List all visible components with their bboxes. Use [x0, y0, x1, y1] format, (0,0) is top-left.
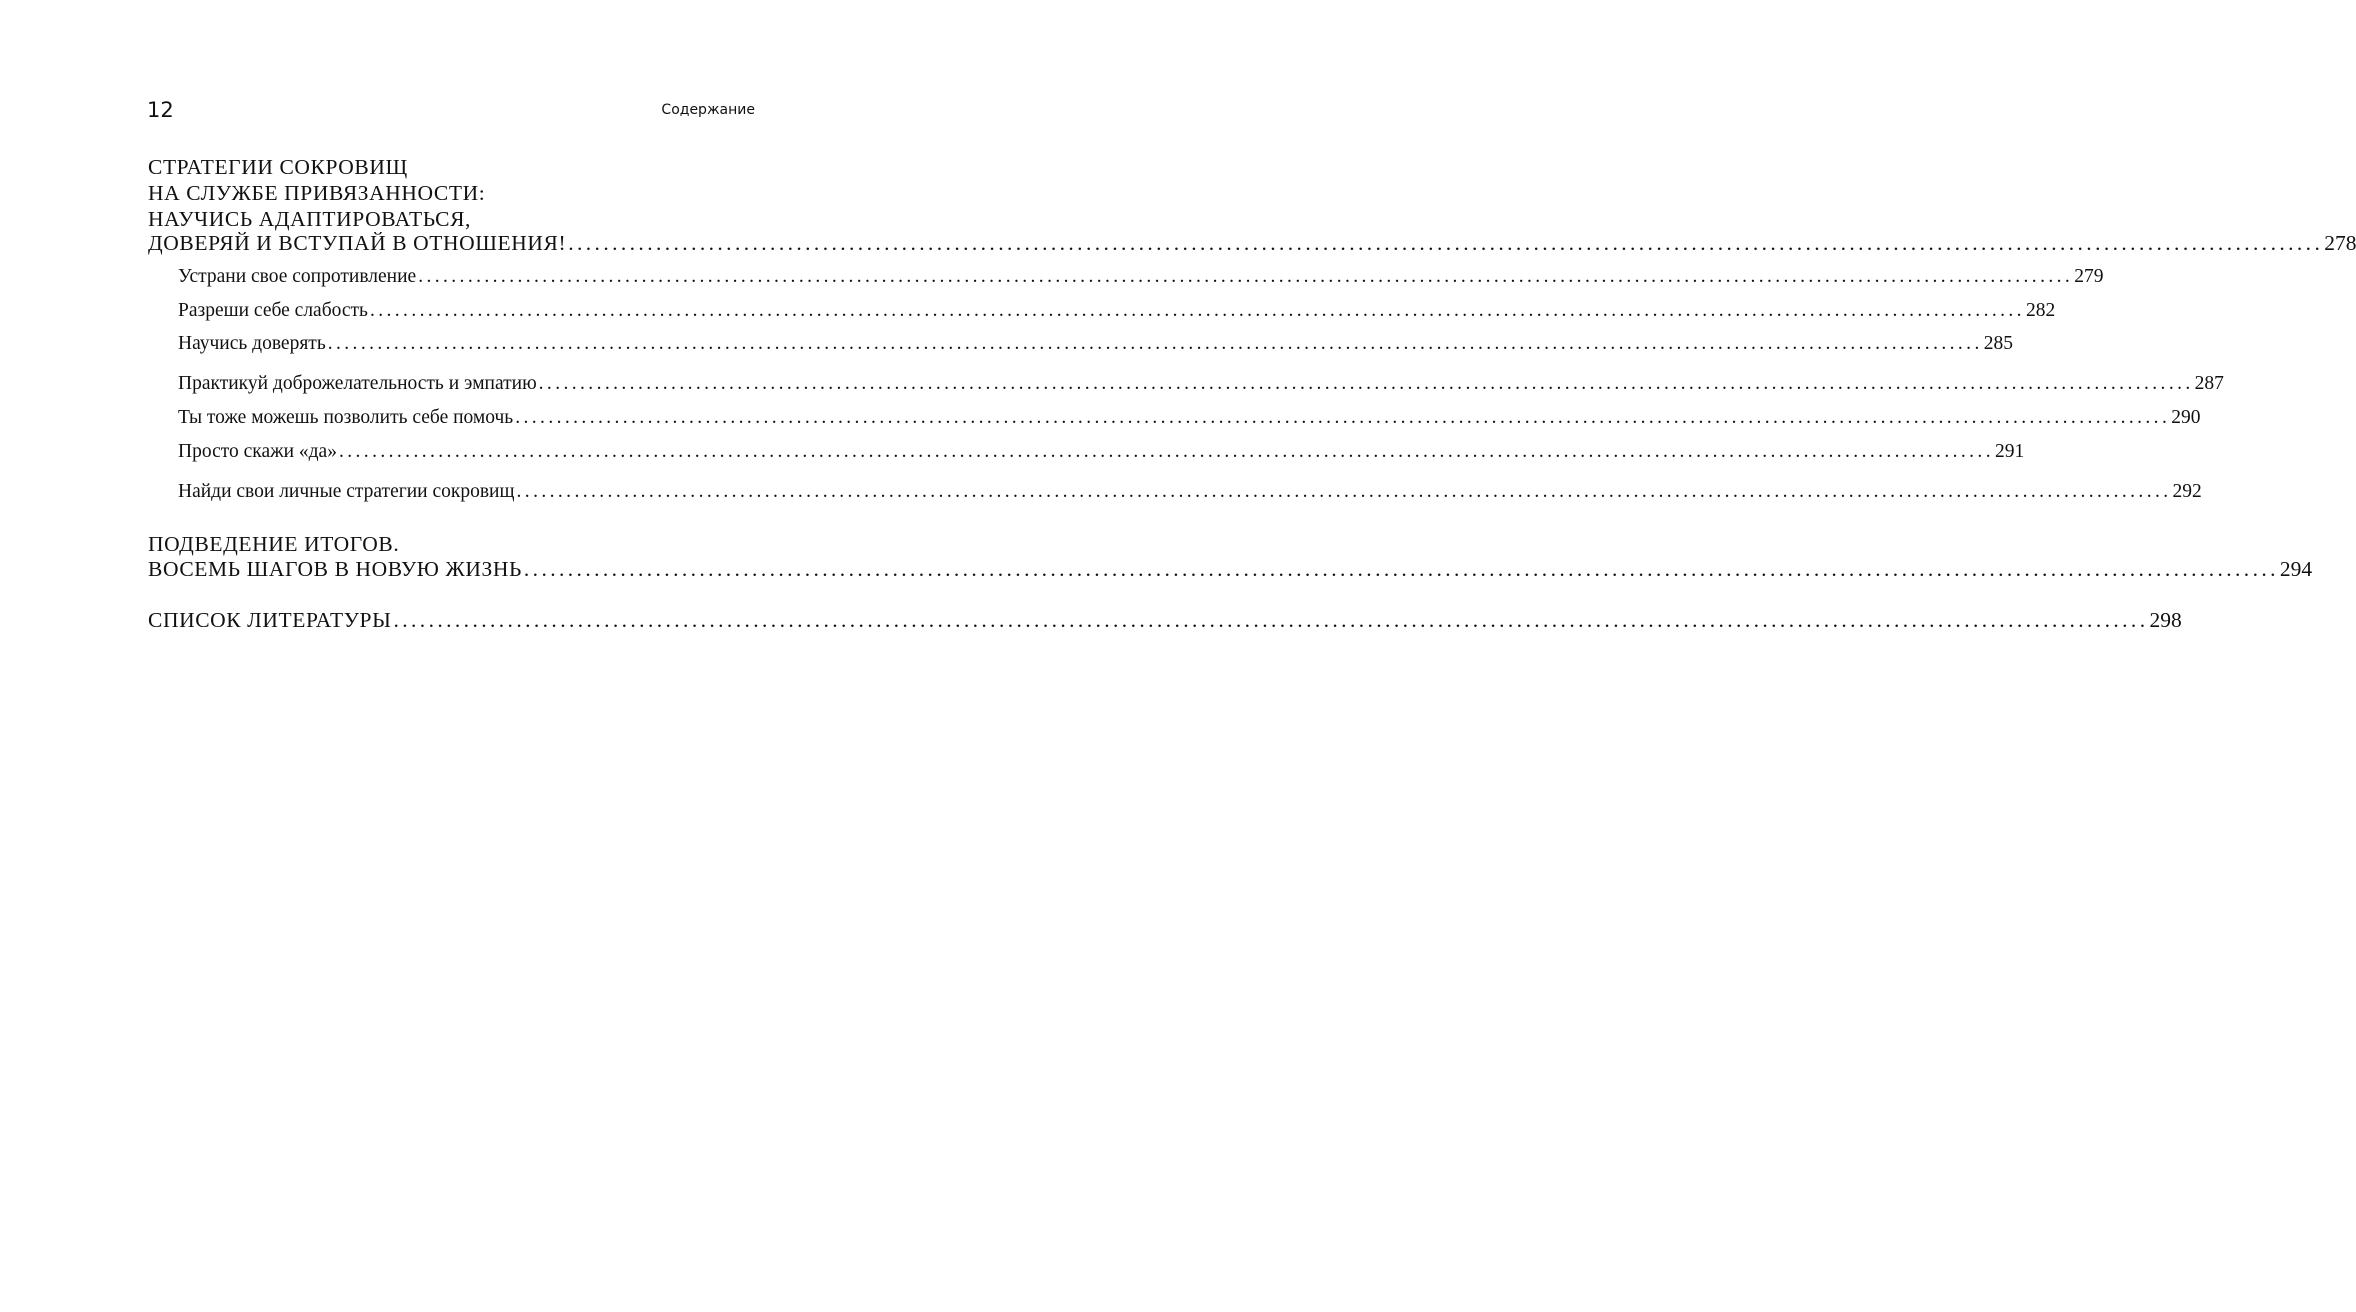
toc-entry-section[interactable] [148, 230, 2356, 256]
section-title-line: НАУЧИСЬ АДАПТИРОВАТЬСЯ, [148, 207, 472, 231]
toc-entry[interactable] [178, 265, 2104, 289]
section-title: ДОВЕРЯЙ И ВСТУПАЙ В ОТНОШЕНИЯ! [148, 231, 567, 255]
dot-leader: ........................................................................................................................................................................................................ [516, 481, 2172, 502]
section-title-line: СТРАТЕГИИ СОКРОВИЩ [148, 155, 408, 179]
page-ref: 287 [2194, 373, 2224, 394]
toc-entry[interactable] [178, 406, 2201, 430]
running-title: Содержание [661, 102, 755, 118]
page-ref: 298 [2149, 608, 2182, 632]
entry-label: Научись доверять [178, 333, 326, 354]
section-title: ВОСЕМЬ ШАГОВ В НОВУЮ ЖИЗНЬ [148, 557, 522, 581]
page-ref: 292 [2172, 481, 2202, 502]
dot-leader: ........................................................................................................................................................................................................ [568, 231, 2324, 255]
toc-entry[interactable] [178, 332, 2013, 356]
toc-entry[interactable] [178, 440, 2025, 464]
page-ref: 291 [1994, 441, 2025, 462]
toc-entry-section[interactable] [148, 607, 2182, 633]
dot-leader: ........................................................................................................................................................................................................ [369, 300, 2025, 321]
entry-label: Практикуй доброжелательность и эмпатию [178, 373, 537, 394]
dot-leader: ........................................................................................................................................................................................................ [418, 266, 2074, 287]
page-ref: 279 [2074, 266, 2104, 287]
dot-leader: ........................................................................................................................................................................................................ [523, 557, 2279, 581]
dot-leader: ........................................................................................................................................................................................................ [538, 373, 2194, 394]
entry-label: Устрани свое сопротивление [178, 266, 417, 287]
dot-leader: ........................................................................................................................................................................................................ [338, 441, 1994, 462]
toc-entry[interactable] [178, 372, 2224, 396]
dot-leader: ........................................................................................................................................................................................................ [515, 407, 2171, 428]
entry-label: Ты тоже можешь позволить себе помочь [178, 407, 514, 428]
toc-entry[interactable] [178, 299, 2056, 323]
dot-leader: ........................................................................................................................................................................................................ [393, 608, 2149, 632]
entry-label: Просто скажи «да» [178, 441, 337, 462]
page-ref: 278 [2324, 231, 2356, 255]
page-ref: 294 [2279, 557, 2313, 581]
entry-label: Разреши себе слабость [178, 300, 368, 321]
page-ref: 285 [1983, 333, 2013, 354]
entry-label: Найди свои личные стратегии сокровищ [178, 481, 515, 502]
section-title: СПИСОК ЛИТЕРАТУРЫ [148, 608, 392, 632]
toc-entry[interactable] [178, 480, 2202, 504]
section-title-line: ПОДВЕДЕНИЕ ИТОГОВ. [148, 532, 400, 556]
page-ref: 282 [2025, 300, 2056, 321]
section-title-line: НА СЛУЖБЕ ПРИВЯЗАННОСТИ: [148, 181, 486, 205]
page-number: 12 [147, 98, 174, 122]
toc-entry-section[interactable] [148, 556, 2313, 582]
dot-leader: ........................................................................................................................................................................................................ [327, 333, 1983, 354]
page-ref: 290 [2171, 407, 2201, 428]
